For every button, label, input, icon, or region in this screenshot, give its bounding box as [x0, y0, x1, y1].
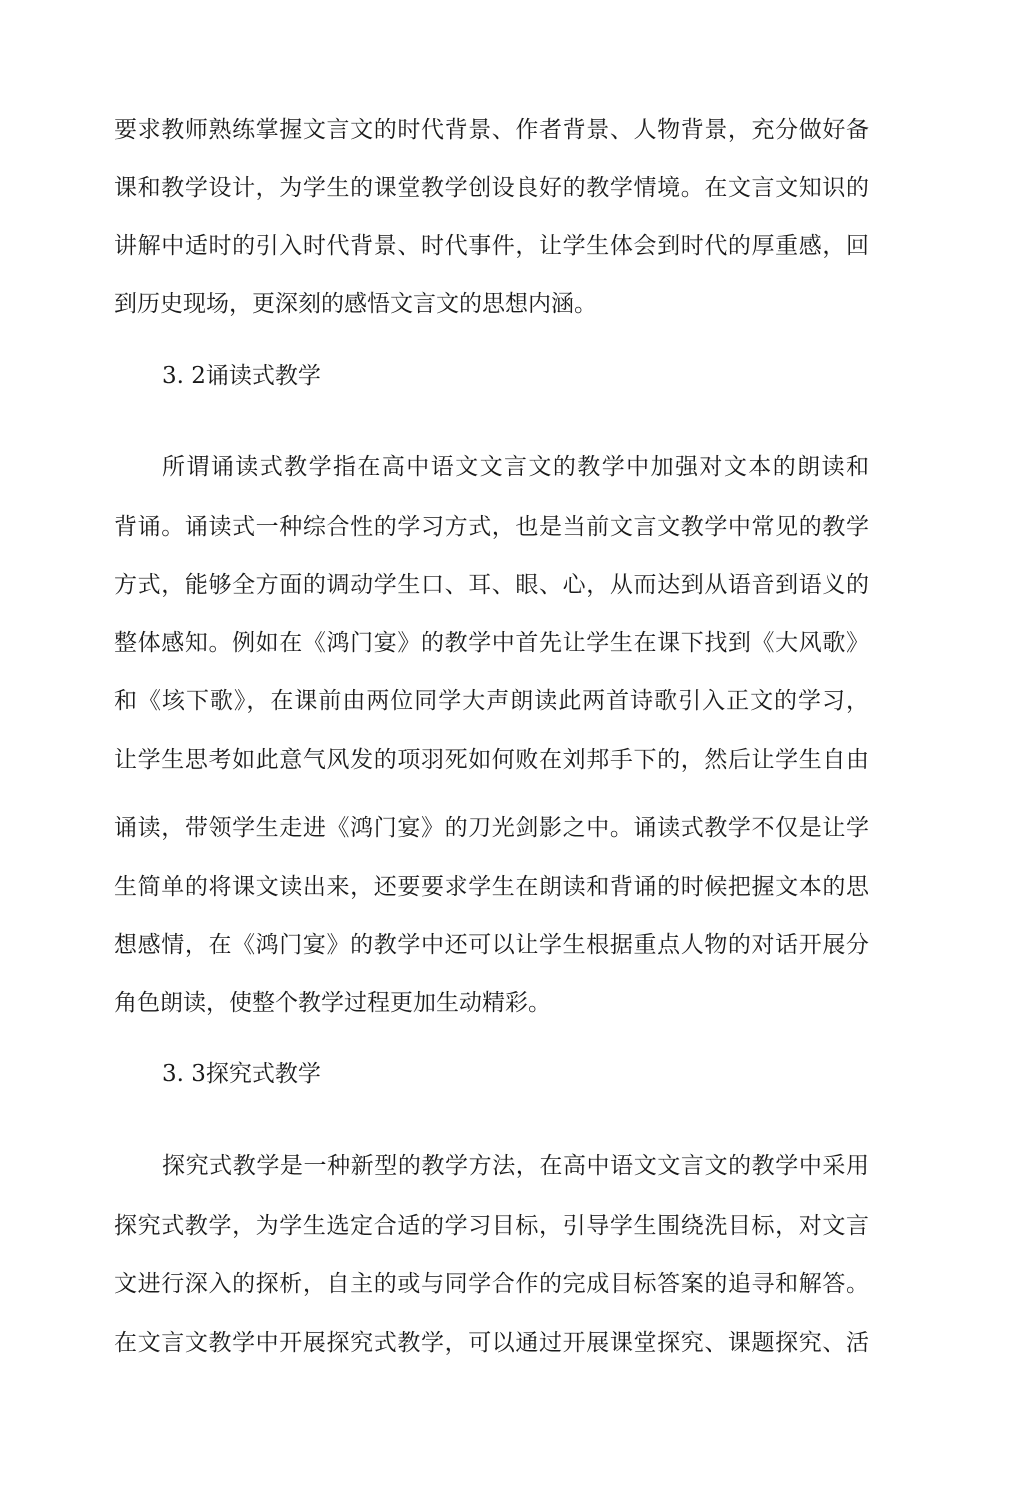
section-3-2-line-6: 让学生思考如此意气风发的项羽死如何败在刘邦手下的，然后让学生自由	[114, 747, 869, 773]
paragraph-1-line-1: 要求教师熟练掌握文言文的时代背景、作者背景、人物背景，充分做好备	[114, 117, 869, 143]
section-3-2-line-2: 背诵。诵读式一种综合性的学习方式，也是当前文言文教学中常见的教学	[114, 514, 869, 540]
section-3-3-line-2: 探究式教学，为学生选定合适的学习目标，引导学生围绕洗目标，对文言	[114, 1213, 869, 1239]
section-3-2-line-5: 和《垓下歌》，在课前由两位同学大声朗读此两首诗歌引入正文的学习，	[114, 688, 869, 714]
section-heading-3-3: 3. 3探究式教学	[162, 1061, 321, 1087]
paragraph-1-line-3: 讲解中适时的引入时代背景、时代事件，让学生体会到时代的厚重感，回	[114, 233, 869, 259]
section-3-2-line-8: 生简单的将课文读出来，还要要求学生在朗读和背诵的时候把握文本的思	[114, 874, 869, 900]
section-3-2-line-4: 整体感知。例如在《鸿门宴》的教学中首先让学生在课下找到《大风歌》	[114, 630, 869, 656]
section-3-2-line-3: 方式，能够全方面的调动学生口、耳、眼、心，从而达到从语音到语义的	[114, 572, 869, 598]
section-3-3-line-4: 在文言文教学中开展探究式教学，可以通过开展课堂探究、课题探究、活	[114, 1330, 869, 1356]
section-3-2-line-9: 想感情，在《鸿门宴》的教学中还可以让学生根据重点人物的对话开展分	[114, 932, 869, 958]
section-3-2-line-7: 诵读，带领学生走进《鸿门宴》的刀光剑影之中。诵读式教学不仅是让学	[114, 815, 869, 841]
section-3-2-line-10: 角色朗读，使整个教学过程更加生动精彩。	[114, 990, 551, 1016]
section-3-2-line-1: 所谓诵读式教学指在高中语文文言文的教学中加强对文本的朗读和	[162, 454, 869, 480]
paragraph-1-line-2: 课和教学设计，为学生的课堂教学创设良好的教学情境。在文言文知识的	[114, 175, 869, 201]
section-heading-3-2: 3. 2诵读式教学	[162, 363, 321, 389]
section-3-3-line-3: 文进行深入的探析，自主的或与同学合作的完成目标答案的追寻和解答。	[114, 1271, 869, 1297]
paragraph-1-line-4: 到历史现场，更深刻的感悟文言文的思想内涵。	[114, 291, 597, 317]
section-3-3-line-1: 探究式教学是一种新型的教学方法，在高中语文文言文的教学中采用	[162, 1153, 869, 1179]
